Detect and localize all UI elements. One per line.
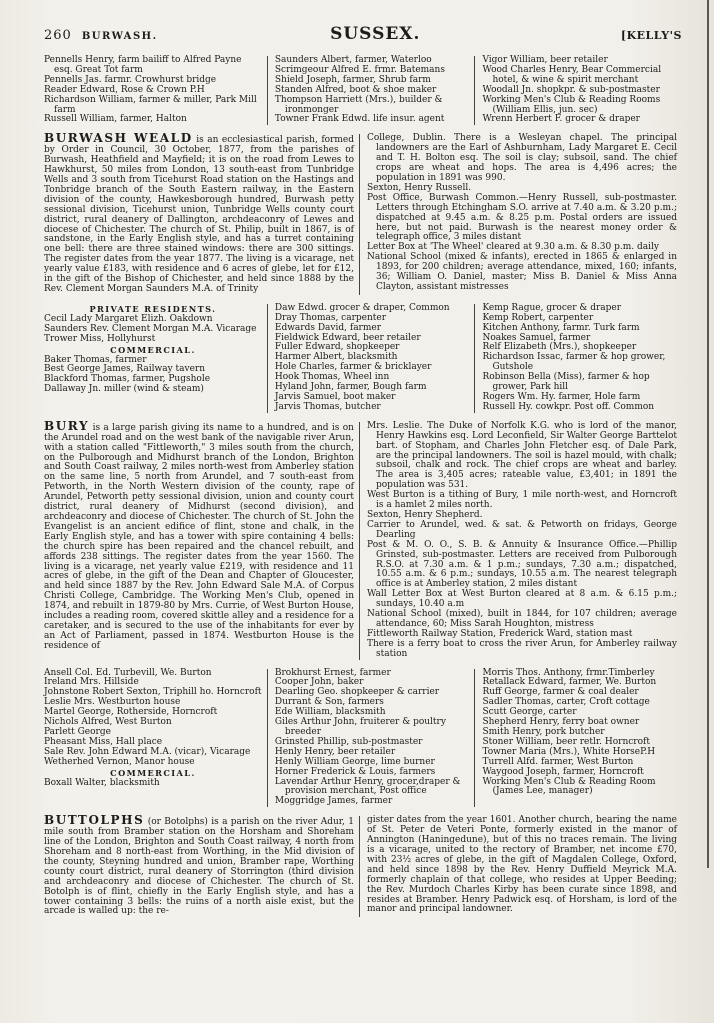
county-title: SUSSEX.: [330, 24, 421, 44]
directory-entry: Shepherd Henry, ferry boat owner: [482, 717, 640, 728]
directory-entry: Leslie Mrs. Westburton house: [44, 697, 181, 708]
directory-entry: Fittleworth Railway Station, Frederick Ward, station mast: [367, 628, 633, 639]
bury-description: [44, 418, 354, 652]
directory-entry: Richardson William, farmer & miller, Park Mill farm: [44, 94, 257, 115]
bury-list-column-3: [474, 669, 682, 808]
directory-entry: Moggridge James, farmer: [274, 796, 393, 807]
section-buttolphs: [44, 813, 682, 917]
directory-entry: Smith Henry, pork butcher: [482, 727, 605, 737]
directory-entry: Trower Miss, Hollyhurst: [44, 333, 156, 344]
directory-entry: Scrimgeour Alfred E. frmr. Batemans: [274, 64, 445, 75]
commercial-list: [44, 356, 262, 396]
directory-entry: Boxall Walter, blacksmith: [44, 777, 160, 788]
directory-entry: Wrenn Herbert F. grocer & draper: [482, 114, 640, 125]
directory-entry: Jarvis Thomas, butcher: [274, 401, 381, 412]
burwash-list-column-2: [267, 56, 475, 125]
directory-entry: Robinson Bella (Miss), farmer & hop grower, Park hill: [482, 372, 650, 393]
directory-entry: Ruff George, farmer & coal dealer: [482, 687, 639, 698]
directory-entry: Ansell Col. Ed. Turbevill, We. Burton: [44, 667, 212, 678]
directory-entry: Harmer Albert, blacksmith: [274, 352, 398, 363]
directory-entry: Carrier to Arundel, wed. & sat. & Petworth on fridays, George Dearling: [367, 519, 677, 540]
directory-entry: Sadler Thomas, carter, Croft cottage: [482, 697, 650, 708]
header-left: [44, 24, 158, 43]
directory-entry: Giles Arthur John, fruiterer & poultry breeder: [274, 717, 446, 737]
directory-entry: Dallaway Jn. miller (wind & steam): [44, 384, 204, 395]
directory-entry: Pennells Henry, farm bailiff to Alfred Payne esq. Great Tot farm: [44, 55, 242, 75]
bury-intro-text: is a large parish giving its name to a hundred, and is on the Arundel road and on the west bank of the navigable river Arun, with a station called "Fittleworth," 3 miles south from the church, on the Pulborough and Midhurst branch of the London, Brighton and South Coast railway, 2 miles north-west from Amberley station on the same line, 5 north from Arundel, and 7 south-east from Petworth, in the North Western division of the county, rape of Arundel, Petworth petty sessional division, union and county court district, rural deanery of Midhurst (second division), and archdeaconry and diocese of Chichester. The church of St. John the Evangelist is an ancient edifice of flint, stone and chalk, in the Early English style, and has a tower with spire containing 4 bells: the church spire has been repaired and the chancel rebuilt, and affords 238 sittings. The register dates from the year 1560. The living is a vicarage, net yearly value £219, with residence and 11 acres of glebe, in the gift of the Dean and Chapter of Gloucester, and held since 1887 by the Rev. John Edward Sale M.A. of Corpus Christi College, Cambridge. The Working Men's Club, opened in 1874, and rebuilt in 1879-80 by Mrs. Currie, of West Burton House, includes a reading room, covered skittle alley and a residence for a caretaker, and is secured to the use of the inhabitants for ever by an Act of Parliament, passed in 1874. Westburton House is the residence of: [44, 422, 354, 651]
commercial-heading: COMMERCIAL.: [110, 344, 196, 355]
directory-entry: Sexton, Henry Shepherd.: [367, 509, 483, 520]
directory-entry: West Burton is a tithing of Bury, 1 mile north-west, and Horncroft is a hamlet 2 miles north.: [367, 490, 677, 511]
directory-entry: Lavendar Arthur Henry, grocer,draper & provision merchant, Post office: [274, 776, 461, 797]
directory-entry: Saunders Albert, farmer, Waterloo: [274, 55, 432, 65]
directory-entry: National School (mixed), built in 1844, for 107 children; average attendance, 60; Miss Sarah Houghton, mistress: [367, 609, 677, 629]
directory-entry: Wall Letter Box at West Burton cleared at 8 a.m. & 6.15 p.m.; sundays, 10.40 a.m: [367, 589, 677, 610]
directory-entry: Russell William, farmer, Halton: [44, 114, 187, 125]
burwash-weald-list-column-1: [44, 304, 267, 413]
publisher-mark: [KELLY'S: [620, 29, 682, 42]
bury-left-column: [44, 418, 359, 660]
directory-entry: Daw Edwd. grocer & draper, Common: [274, 302, 450, 313]
directory-entry: Shield Joseph, farmer, Shrub farm: [274, 74, 431, 85]
directory-entry: Sexton, Henry Russell.: [367, 182, 472, 193]
section-heading-burwash-weald: BURWASH WEALD: [44, 131, 193, 146]
bury-list-column-1: [44, 669, 267, 808]
directory-entry: Fuller Edward, shopkeeper: [274, 342, 400, 353]
directory-entry: Henly William George, lime burner: [274, 756, 435, 767]
directory-entry: Parlett George: [44, 727, 111, 737]
directory-entry: Retallack Edward, farmer, We. Burton: [482, 677, 657, 688]
directory-entry: Hole Charles, farmer & bricklayer: [274, 362, 432, 373]
directory-entry: Morris Thos. Anthony, frmr.Timberley: [482, 667, 655, 678]
directory-entry: Post Office, Burwash Common.—Henry Russell, sub-postmaster. Letters through Etchingham S.O. arrive at 7.40 a.m. & 3.20 p.m.; dispatched at 9.45 a.m. & 8.25 p.m. Postal orders are issued here, but not paid. Burwash is the nearest money order & telegraph office, 3 miles distant: [367, 192, 677, 243]
burwash-weald-lists: [44, 304, 682, 413]
buttolphs-intro-text: (or Botolphs) is a parish on the river Adur, 1 mile south from Bramber station on the Horsham and Shoreham line of the London, Brighton and South Coast railway, 4 north from Shoreham and 8 north-east from Worthing, in the Mid division of the county, Steyning hundred and union, Bramber rape, Worthing county court district, rural deanery of Storrington (third division and archdeaconry and diocese of Chichester. The church of St. Botolph is of flint, chiefly in the Early English style, and has a tower containing 3 bells: the ruins of a north aisle exist, but the arcade is walled up: the re-: [44, 817, 354, 917]
scan-edge-artifact: [707, 0, 709, 868]
directory-entry: Henly Henry, beer retailer: [274, 746, 396, 757]
directory-entry: Best George James, Railway tavern: [44, 364, 206, 375]
burwash-weald-list-column-3: [474, 304, 682, 413]
directory-entry: Richardson Issac, farmer & hop grower, Gutshole: [482, 352, 666, 373]
bury-commercial-list: [44, 779, 262, 789]
directory-entry: Baker Thomas, farmer: [44, 354, 147, 365]
directory-entry: Kemp Robert, carpenter: [482, 312, 594, 323]
directory-entry: Woodall Jn. shopkpr. & sub-postmaster: [482, 84, 660, 95]
directory-entry: Sale Rev. John Edward M.A. (vicar), Vicarage: [44, 746, 251, 757]
page-number: 260: [44, 28, 72, 43]
directory-entry: Ede William, blacksmith: [274, 707, 386, 718]
directory-entry: Letter Box at 'The Wheel' cleared at 9.30 a.m. & 8.30 p.m. daily: [367, 242, 659, 253]
bury-list-column-2: [267, 669, 475, 808]
burwash-weald-right-column: [359, 134, 682, 295]
directory-entry: Ireland Mrs. Hillside: [44, 677, 139, 688]
directory-entry: Kemp Rague, grocer & draper: [482, 302, 622, 313]
directory-entry: National School (mixed & infants), erected in 1865 & enlarged in 1893, for 200 children; average attendance, mixed, 160; infants, 36; William O. Daniel, master; Miss B. Daniel & Miss Anna Clayton, assistant mistresses: [367, 252, 677, 292]
directory-entry: Stoner William, beer retlr. Horncroft: [482, 736, 650, 747]
directory-entry: Working Men's Club & Reading Rooms (William Ellis, jun. sec): [482, 94, 661, 115]
burwash-weald-description: [44, 131, 354, 295]
directory-entry: Edwards David, farmer: [274, 322, 382, 333]
directory-entry: Durrant & Son, farmers: [274, 697, 384, 708]
directory-entry: Vigor William, beer retailer: [482, 55, 608, 65]
directory-entry: Working Men's Club & Reading Room (James Lee, manager): [482, 776, 656, 797]
buttolphs-right-column: [359, 816, 682, 917]
directory-entry: Rogers Wm. Hy. farmer, Hole farm: [482, 392, 641, 402]
directory-entry: Kitchen Anthony, farmr. Turk farm: [482, 322, 640, 333]
directory-entry: Dearling Geo. shopkeeper & carrier: [274, 687, 440, 698]
burwash-weald-left-column: [44, 131, 359, 295]
section-burwash-weald: [44, 131, 682, 295]
directory-entry: Post & M. O. O., S. B. & Annuity & Insurance Office.—Phillip Grinsted, sub-postmaster. Letters are received from Pulborough R.S.O. at 7.30 a.m. & 1 p.m.; sundays, 7.30 a.m.; dispatched, 10.55 a.m. & 6 p.m.; sundays, 10.55 a.m. The nearest telegraph office is at Amberley station, 2 miles distant: [367, 539, 677, 590]
buttolphs-continuation-text: gister dates from the year 1601. Another church, bearing the name of St. Peter de Veteri Ponte, formerly existed in the manor of Annington (Haningedune), but of this no traces remain. The living is a vicarage, united to the rectory of Bramber, net income £70, with 23½ acres of glebe, in the gift of Magdalen College, Oxford, and held since 1898 by the Rev. Henry Duffield Meyrick M.A. formerly chaplain of that college, who resides at Upper Beeding; the Rev. Murdoch Charles Kirby has been curate since 1898, and resides at Bramber. Henry Padwick esq. of Horsham, is lord of the manor and principal landowner.: [367, 815, 677, 915]
directory-entry: Pheasant Miss, Hall place: [44, 736, 163, 747]
directory-entry: There is a ferry boat to cross the river Arun, for Amberley railway station: [367, 638, 677, 659]
directory-entry: Noakes Samuel, farmer: [482, 332, 591, 343]
directory-entry: Wood Charles Henry, Bear Commercial hotel, & wine & spirit merchant: [482, 64, 662, 85]
directory-entry: Cecil Lady Margaret Elizh. Oakdown: [44, 313, 213, 324]
burwash-directory-list: [44, 56, 682, 125]
burwash-weald-list-column-2: [267, 304, 475, 413]
directory-entry: Saunders Rev. Clement Morgan M.A. Vicarage: [44, 323, 257, 334]
private-residents-list: [44, 315, 262, 345]
directory-entry: Nichols Alfred, West Burton: [44, 717, 172, 728]
bury-commercial-heading: COMMERCIAL.: [110, 767, 196, 778]
bury-residents-list: [44, 669, 262, 768]
directory-entry: Cooper John, baker: [274, 677, 364, 688]
directory-entry: Relf Elizabeth (Mrs.), shopkeeper: [482, 342, 637, 353]
directory-entry: Wetherhed Vernon, Manor house: [44, 756, 195, 767]
running-title: BURWASH.: [81, 31, 158, 42]
buttolphs-description: [44, 813, 354, 917]
directory-entry: Blackford Thomas, farmer, Pugshole: [44, 374, 211, 385]
directory-entry: Horner Frederick & Louis, farmers: [274, 766, 436, 777]
directory-entry: Waygood Joseph, farmer, Horncroft: [482, 766, 644, 777]
directory-entry: Standen Alfred, boot & shoe maker: [274, 84, 437, 95]
bury-lists: [44, 669, 682, 808]
bury-right-column: [359, 422, 682, 660]
page-header: [44, 24, 682, 44]
directory-entry: Hyland John, farmer, Bough farm: [274, 382, 427, 393]
directory-entry: Towner Maria (Mrs.), White HorseP.H: [482, 746, 656, 757]
directory-entry: Mrs. Leslie. The Duke of Norfolk K.G. who is lord of the manor, Henry Hawkins esq. Lord Leconfield, Sir Walter George Barttelot bart. of Stopham, and Charles John Fletcher esq. of Dale Park, are the principal landowners. The soil is hazel mould, with chalk; subsoil, chalk and rock. The chief crops are wheat and barley. The area is 3,405 acres; rateable value, £3,401; in 1891 the population was 531.: [367, 420, 677, 491]
directory-entry: Dray Thomas, carpenter: [274, 312, 387, 323]
directory-entry: Brokhurst Ernest, farmer: [274, 667, 391, 678]
directory-entry: Fieldwick Edward, beer retailer: [274, 332, 421, 343]
directory-entry: Grinsted Phillip, sub-postmaster: [274, 736, 423, 747]
burwash-weald-intro-text: is an ecclesiastical parish, formed by Order in Council, 30 October, 1877, from the parishes of Burwash, Heathfield and Mayfield; it is on the road from Lewes to Hawkhurst, 50 miles from London, 13 south-east from Tunbridge Wells and 3 south from Ticehurst Road station on the Hastings and Tonbridge branch of the South Eastern railway, in the Eastern division of the county, Hawkesborough hundred, Burwash petty sessional division, Ticehurst union, Tunbridge Wells county court district, rural deanery of Dallington, archdeaconry of Lewes and diocese of Chichester. The church of St. Philip, built in 1867, is of sandstone, in the Early English style, and has a turret containing one bell: there are three stained windows: there are 300 sittings. The register dates from the year 1877. The living is a vicarage, net yearly value £183, with residence and 6 acres of glebe, let for £12, in the gift of the Bishop of Chichester, and held since 1888 by the Rev. Clement Morgan Saunders M.A. of Trinity: [44, 135, 354, 294]
directory-entry: Towner Frank Edwd. life insur. agent: [274, 114, 445, 125]
directory-entry: Hook Thomas, Wheel inn: [274, 372, 390, 383]
directory-entry: Johnstone Robert Sexton, Triphill ho. Horncroft: [44, 687, 262, 698]
directory-entry: College, Dublin. There is a Wesleyan chapel. The principal landowners are the Earl of Ashburnham, Lady Margaret E. Cecil and T. H. Bolton esq. The soil is clay; subsoil, sand. The chief crops are wheat and hops. The area is 4,496 acres; the population in 1891 was 990.: [367, 133, 677, 183]
directory-entry: Jarvis Samuel, boot maker: [274, 392, 396, 402]
buttolphs-left-column: [44, 813, 359, 917]
private-residents-heading: PRIVATE RESIDENTS.: [89, 303, 217, 314]
directory-entry: Thompson Harriett (Mrs.), builder & ironmonger: [274, 94, 443, 115]
section-heading-bury: BURY: [44, 418, 90, 433]
directory-entry: Reader Edward, Rose & Crown P.H: [44, 84, 205, 95]
burwash-list-column-1: [44, 56, 267, 125]
directory-entry: Scutt George, carter: [482, 707, 577, 718]
section-heading-buttolphs: BUTTOLPHS: [44, 813, 145, 828]
section-bury: [44, 418, 682, 660]
directory-entry: Turrell Alfd. farmer, West Burton: [482, 756, 634, 767]
directory-entry: Pennells Jas. farmr. Crowhurst bridge: [44, 74, 217, 85]
directory-entry: Russell Hy. cowkpr. Post off. Common: [482, 401, 655, 412]
directory-entry: Martel George, Rotherside, Horncroft: [44, 707, 218, 718]
burwash-list-column-3: [474, 56, 682, 125]
